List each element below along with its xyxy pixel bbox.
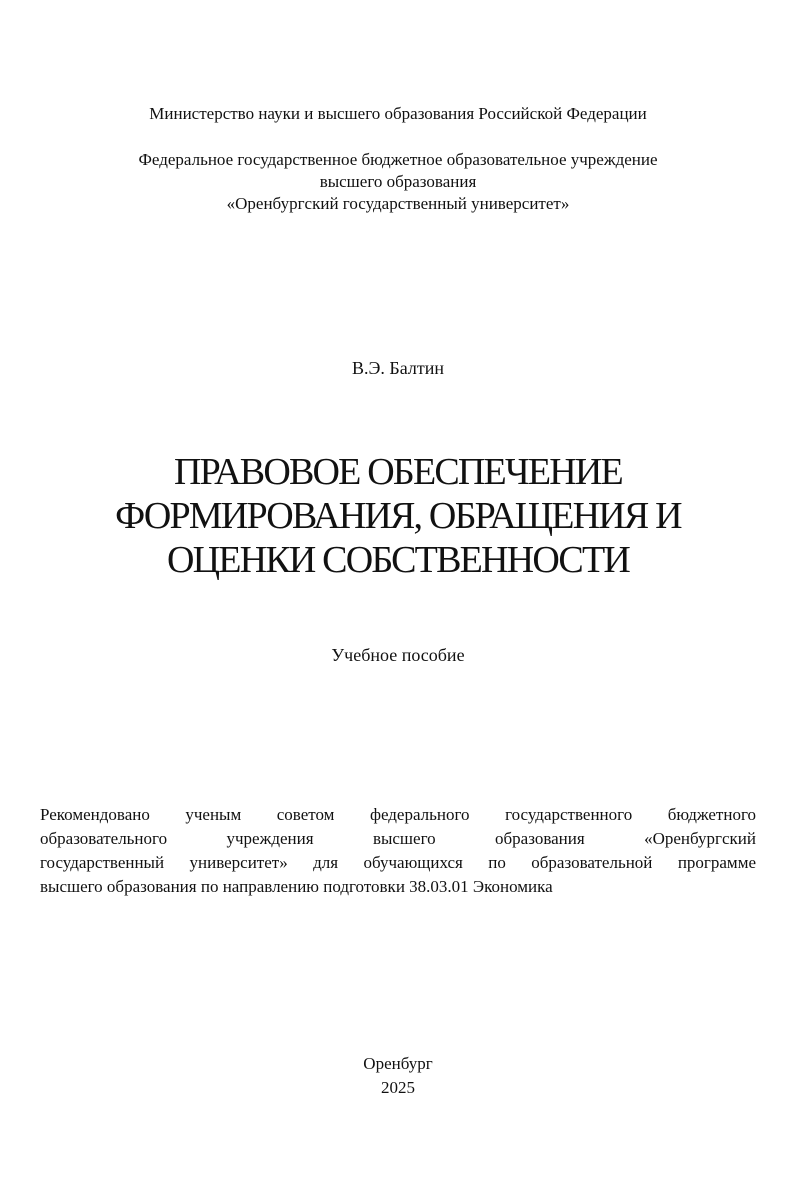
institution-line: Федеральное государственное бюджетное образовательное учреждение [138,150,658,169]
title-line: ОЦЕНКИ СОБСТВЕННОСТИ [166,539,630,581]
recommendation-line: государственный университет» для обучающихся по образовательной программе [40,853,756,872]
ministry-name: Министерство науки и высшего образования Российской Федерации [149,104,647,123]
institution-line: «Оренбургский государственный университет» [226,194,570,213]
title-line: ПРАВОВОЕ ОБЕСПЕЧЕНИЕ [174,451,622,493]
city-name: Оренбург [363,1054,433,1073]
institution-line: высшего образования [319,172,477,191]
book-subtitle: Учебное пособие [331,645,465,665]
recommendation-text [40,803,756,899]
recommendation-line: образовательного учреждения высшего образования «Оренбургский [40,829,756,848]
publication-place [0,1052,796,1100]
recommendation-line: Рекомендовано ученым советом федерального государственного бюджетного [40,805,756,824]
author-name: В.Э. Балтин [352,358,444,378]
recommendation-line: высшего образования по направлению подготовки 38.03.01 Экономика [40,877,553,896]
book-title [0,450,796,582]
publication-year: 2025 [381,1078,415,1097]
institution-name [0,149,796,215]
title-line: ФОРМИРОВАНИЯ, ОБРАЩЕНИЯ И [115,495,681,537]
